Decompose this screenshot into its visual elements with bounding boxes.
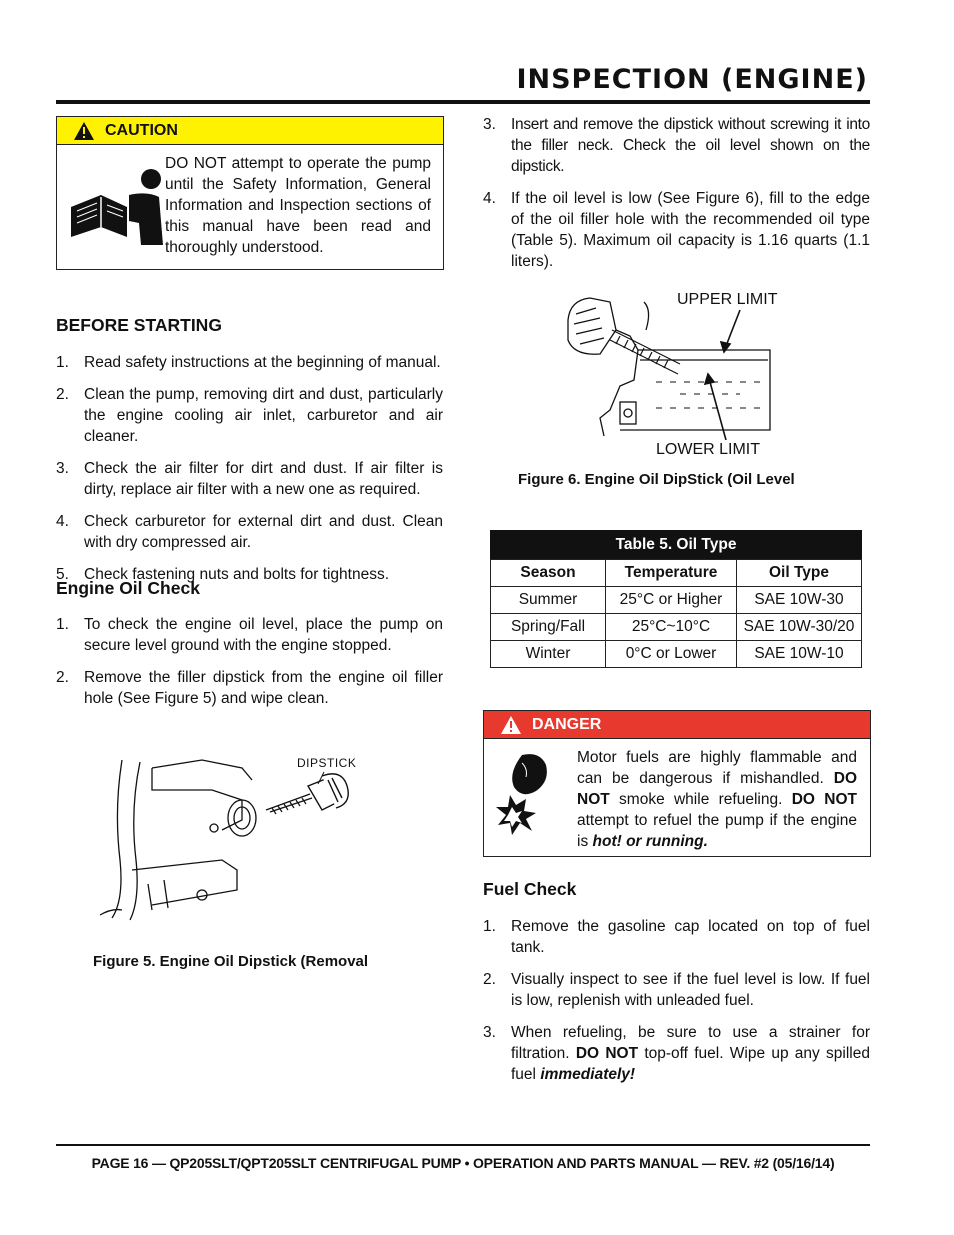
header-rule xyxy=(56,100,870,104)
danger-text-2: smoke while refueling. xyxy=(619,791,783,808)
dipstick-label: DIPSTICK xyxy=(297,756,357,770)
list-item xyxy=(483,969,870,1011)
table-cell: SAE 10W-30/20 xyxy=(737,614,862,641)
fuel-check-heading: Fuel Check xyxy=(483,879,577,899)
danger-text-1: Motor fuels are highly flammable and can be dangerous if mishandled. xyxy=(577,749,857,787)
list-num: 2. xyxy=(56,669,69,686)
table-title: Table 5. Oil Type xyxy=(490,530,862,559)
explosion-icon xyxy=(492,751,564,839)
list-num: 4. xyxy=(483,190,496,207)
list-item xyxy=(56,384,443,447)
upper-limit-label: UPPER LIMIT xyxy=(677,291,778,308)
table-cell: Spring/Fall xyxy=(491,614,606,641)
list-item xyxy=(483,1022,870,1085)
list-text: Check carburetor for external dirt and dust. Clean with dry compressed air. xyxy=(84,513,443,551)
list-num: 1. xyxy=(483,918,496,935)
list-item xyxy=(56,614,443,656)
table-cell: 25°C~10°C xyxy=(606,614,737,641)
table-header: Season xyxy=(491,560,606,587)
figure-5-caption: Figure 5. Engine Oil Dipstick (Removal xyxy=(93,953,369,970)
table-header: Oil Type xyxy=(737,560,862,587)
list-item xyxy=(56,511,443,553)
danger-label: DANGER xyxy=(532,715,602,733)
page-title: INSPECTION (ENGINE) xyxy=(516,64,868,95)
list-num: 1. xyxy=(56,616,69,633)
table-header-row xyxy=(491,560,862,587)
list-text xyxy=(511,1022,870,1085)
caution-box xyxy=(56,116,444,270)
list-text: To check the engine oil level, place the pump on secure level ground with the engine stopped. xyxy=(84,616,443,654)
list-item xyxy=(56,458,443,500)
table-cell: 0°C or Lower xyxy=(606,641,737,668)
table-row xyxy=(491,587,862,614)
table-cell: Summer xyxy=(491,587,606,614)
table-cell: SAE 10W-10 xyxy=(737,641,862,668)
danger-hot-running: hot! or running. xyxy=(592,833,708,850)
table-cell: 25°C or Higher xyxy=(606,587,737,614)
list-num: 1. xyxy=(56,354,69,371)
caution-label: CAUTION xyxy=(105,121,178,139)
caution-header xyxy=(57,117,443,145)
fuel-do-not: DO NOT xyxy=(575,1045,639,1062)
list-num: 2. xyxy=(483,971,496,988)
list-item xyxy=(483,114,870,177)
figure-6-illustration xyxy=(560,290,780,440)
fuel-immediately: immediately! xyxy=(540,1066,636,1083)
fuel-text-1: When refueling, be sure to use a strainer for filtration. xyxy=(511,1024,870,1062)
lower-limit-label: LOWER LIMIT xyxy=(656,441,761,458)
oil-type-table xyxy=(490,530,862,668)
figure-5-illustration xyxy=(92,750,372,925)
before-starting-heading: BEFORE STARTING xyxy=(56,315,222,335)
engine-oil-list-continued xyxy=(483,114,870,272)
list-text: Clean the pump, removing dirt and dust, particularly the engine cooling air inlet, carburetor and air cleaner. xyxy=(84,386,443,445)
fuel-check-list xyxy=(483,916,870,1085)
page-footer: PAGE 16 — QP205SLT/QPT205SLT CENTRIFUGAL PUMP • OPERATION AND PARTS MANUAL — REV. #2 (05/16/14) xyxy=(91,1155,835,1171)
danger-do-not-2: DO NOT xyxy=(791,791,857,808)
warning-triangle-icon xyxy=(500,715,522,735)
list-text: Remove the filler dipstick from the engine oil filler hole (See Figure 5) and wipe clean. xyxy=(84,669,443,707)
table-cell: SAE 10W-30 xyxy=(737,587,862,614)
warning-triangle-icon xyxy=(73,121,95,141)
table-cell: Winter xyxy=(491,641,606,668)
fuel-text-2: top-off fuel. Wipe up any spilled fuel xyxy=(511,1045,870,1083)
footer-rule xyxy=(56,1144,870,1146)
list-item xyxy=(483,188,870,272)
list-text: Check the air filter for dirt and dust. If air filter is dirty, replace air filter with a new one as required. xyxy=(84,460,443,498)
list-text: Check fastening nuts and bolts for tightness. xyxy=(84,566,390,583)
list-item xyxy=(56,667,443,709)
read-manual-icon xyxy=(67,165,167,247)
list-num: 3. xyxy=(483,116,496,133)
danger-text-3: attempt to refuel the pump if the engine is xyxy=(577,812,857,850)
list-num: 3. xyxy=(483,1024,496,1041)
engine-oil-list xyxy=(56,614,443,709)
table-header: Temperature xyxy=(606,560,737,587)
list-text: Remove the gasoline cap located on top of fuel tank. xyxy=(511,918,870,956)
list-item xyxy=(56,352,443,373)
list-item xyxy=(483,916,870,958)
danger-do-not-1: DO NOT xyxy=(577,770,858,808)
danger-text xyxy=(577,747,857,852)
engine-oil-heading: Engine Oil Check xyxy=(56,578,200,598)
list-num: 5. xyxy=(56,566,69,583)
before-starting-list xyxy=(56,352,443,585)
table-row xyxy=(491,641,862,668)
list-num: 2. xyxy=(56,386,69,403)
caution-text: DO NOT attempt to operate the pump until the Safety Information, General Information and Inspection sections of this manual have been read and thoroughly understood. xyxy=(165,155,431,256)
danger-box xyxy=(483,710,871,857)
table-row xyxy=(491,614,862,641)
list-text: Read safety instructions at the beginning of manual. xyxy=(84,354,441,371)
list-text: Visually inspect to see if the fuel level is low. If fuel is low, replenish with unleaded fuel. xyxy=(511,971,870,1009)
list-num: 4. xyxy=(56,513,69,530)
danger-header xyxy=(484,711,870,739)
list-text: If the oil level is low (See Figure 6), fill to the edge of the oil filler hole with the recommended oil type (Table 5). Maximum oil capacity is 1.16 quarts (1.1 liters). xyxy=(511,190,870,270)
list-num: 3. xyxy=(56,460,69,477)
list-text: Insert and remove the dipstick without screwing it into the filler neck. Check the oil level shown on the dipstick. xyxy=(511,116,870,175)
figure-6-caption: Figure 6. Engine Oil DipStick (Oil Level xyxy=(518,471,795,488)
